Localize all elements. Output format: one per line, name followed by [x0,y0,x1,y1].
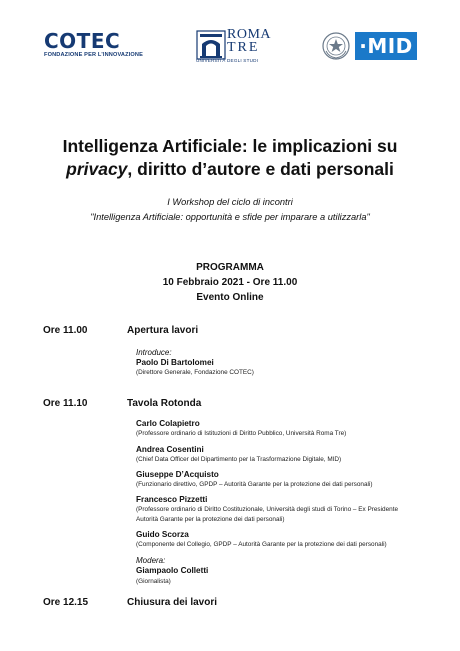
panelist-desc: (Professore ordinario di Diritto Costituzionale, Università degli studi di Torino – Ex Presidente [136,506,399,513]
agenda-title: Apertura lavori [127,325,199,336]
panelist-name: Carlo Colapietro [136,419,200,428]
mid-logo: ·MID [355,32,417,60]
agenda-time: Ore 11.00 [43,325,88,336]
panelist-name: Francesco Pizzetti [136,495,208,504]
moderator-label: Modera: [136,556,166,565]
series-subtitle: "Intelligenza Artificiale: opportunità e sfide per imparare a utilizzarla" [90,212,370,222]
panelist-desc: (Chief Data Officer del Dipartimento per la Trasformazione Digitale, MID) [136,456,342,463]
programme-heading: PROGRAMMA [196,262,264,273]
cotec-logo-subtitle: FONDAZIONE PER L'INNOVAZIONE [44,52,143,58]
moderator-name: Giampaolo Colletti [136,566,209,575]
panelist-name: Giuseppe D’Acquisto [136,470,219,479]
document-title-line1: Intelligenza Artificiale: le implicazioni su [62,136,398,156]
roma-tre-logo-subtitle: UNIVERSITÀ DEGLI STUDI [196,58,259,63]
agenda-title: Tavola Rotonda [127,398,202,409]
document-title-line2 [40,158,420,180]
workshop-subtitle: I Workshop del ciclo di incontri [167,197,293,207]
title-italic-word: privacy [66,159,128,179]
introducer-name: Paolo Di Bartolomei [136,358,214,367]
programme-date: 10 Febbraio 2021 - Ore 11.00 [162,277,298,288]
panelist-desc: (Professore ordinario di Istituzioni di Diritto Pubblico, Università Roma Tre) [136,430,347,437]
introducer-desc: (Direttore Generale, Fondazione COTEC) [136,369,254,376]
panelist-desc: Autorità Garante per la protezione dei dati personali) [136,516,285,523]
italian-republic-emblem-icon [321,31,351,61]
panelist-desc: (Componente del Collegio, GPDP – Autorità Garante per la protezione dei dati personali) [136,541,387,548]
roma-tre-logo-line1: ROMA [227,27,272,42]
roma-tre-arch-icon [196,30,226,60]
roma-tre-logo-line2: TRE [227,40,260,55]
agenda-title: Chiusura dei lavori [127,597,218,608]
cotec-logo: COTEC [44,29,121,53]
agenda-time: Ore 12.15 [43,597,89,608]
panelist-desc: (Funzionario direttivo, GPDP – Autorità Garante per la protezione dei dati personali) [136,481,373,488]
panelist-name: Andrea Cosentini [136,445,204,454]
programme-mode: Evento Online [196,292,264,303]
panelist-name: Guido Scorza [136,530,189,539]
agenda-time: Ore 11.10 [43,398,88,409]
introduce-label: Introduce: [136,348,172,357]
moderator-desc: (Giornalista) [136,578,171,585]
title-line2-rest: , diritto d’autore e dati personali [127,159,394,179]
